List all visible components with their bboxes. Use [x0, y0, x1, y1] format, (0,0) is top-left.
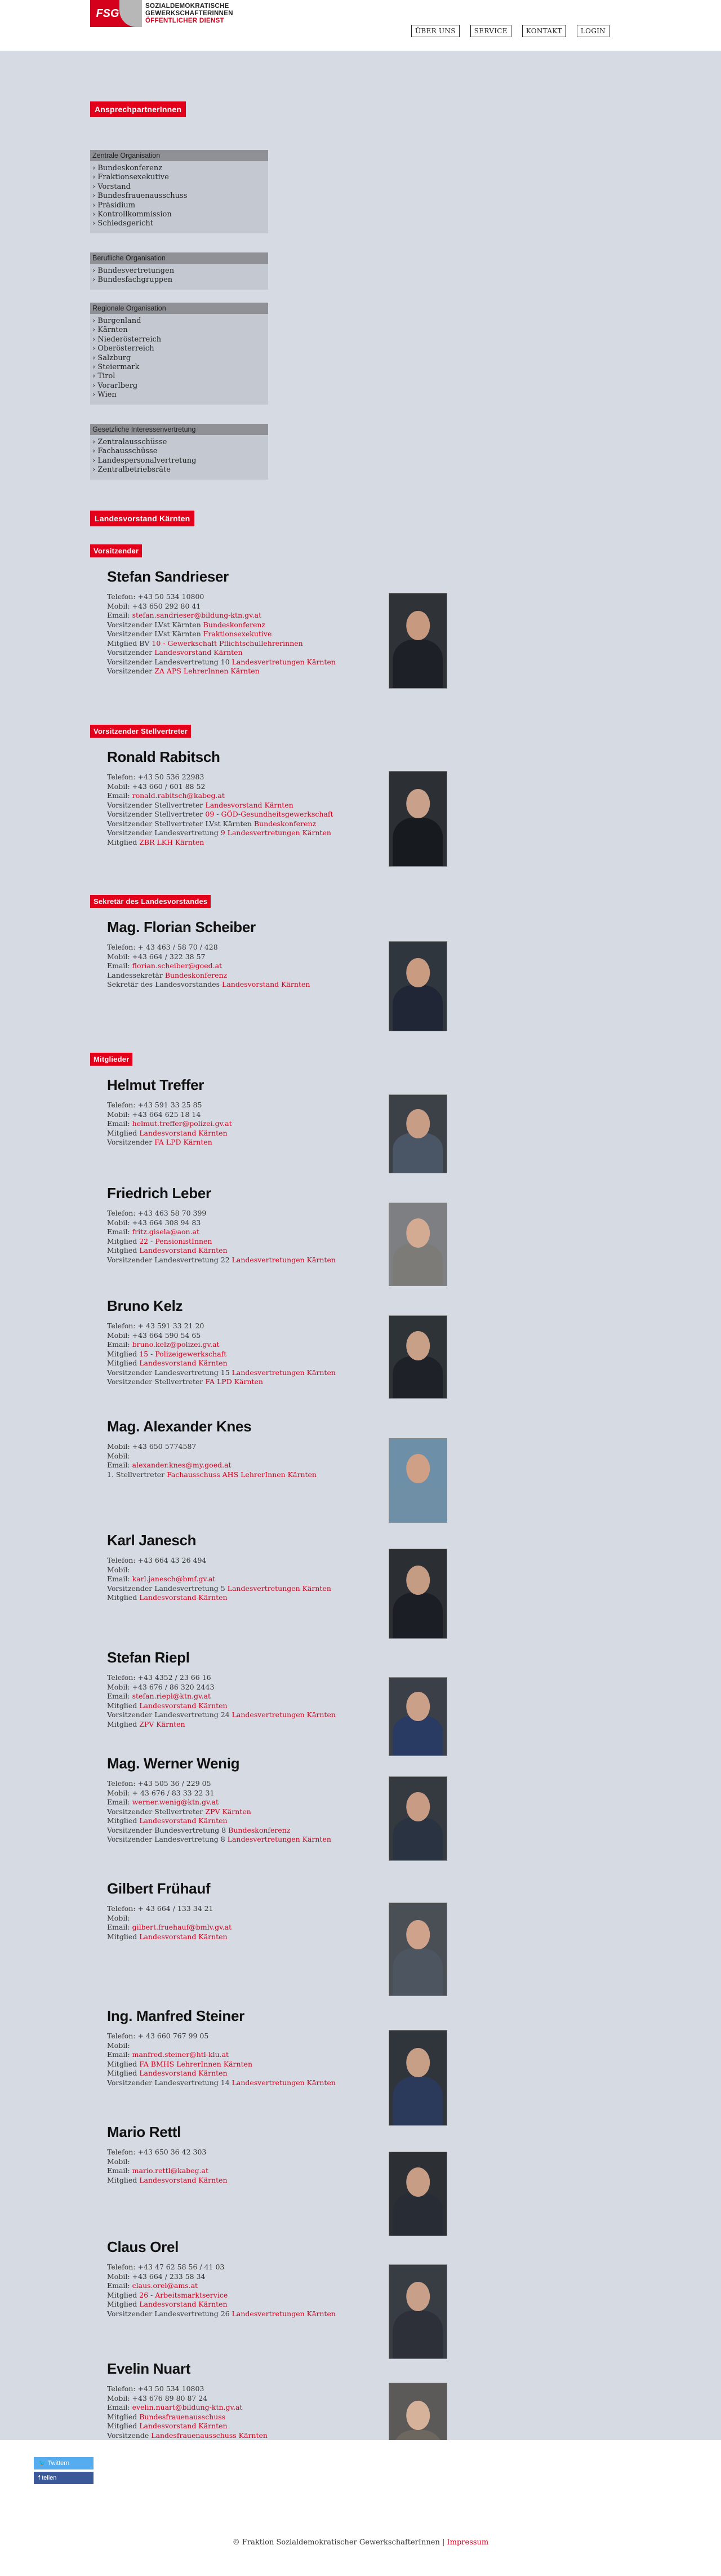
email-link[interactable]: helmut.treffer@polizei.gv.at — [132, 1119, 232, 1128]
email-link[interactable]: karl.janesch@bmf.gv.at — [132, 1575, 216, 1583]
detail-text: Mitglied — [107, 1932, 140, 1941]
email-link[interactable]: gilbert.fruehauf@bmlv.gv.at — [132, 1923, 232, 1931]
photo-shoulders — [393, 985, 443, 1031]
detail-text: Mitglied — [107, 1128, 140, 1137]
detail-text: Vorsitzender Landesvertretung — [107, 828, 221, 837]
logo-line-1: SOZIALDEMOKRATISCHE — [145, 2, 229, 10]
organisation-link[interactable]: Bundeskonferenz — [228, 1825, 291, 1834]
organisation-link[interactable]: › Vorstand — [92, 183, 266, 192]
organisation-link[interactable]: › Wien — [92, 391, 266, 400]
detail-text: Mobil: — [107, 2157, 130, 2166]
organisation-link[interactable]: Landesvorstand Kärnten — [222, 980, 310, 988]
photo-shoulders — [393, 1817, 443, 1861]
organisation-link[interactable]: ZPV Kärnten — [205, 1807, 251, 1816]
detail-text: Telefon: +43 4352 / 23 66 16 — [107, 1673, 211, 1682]
detail-text: Mitglied — [107, 837, 140, 846]
person-card — [107, 1755, 501, 1845]
nav-login[interactable]: LOGIN — [577, 25, 609, 37]
site-footer — [0, 2440, 721, 2575]
detail-text: Vorsitzender — [107, 648, 155, 657]
email-link[interactable]: werner.wenig@ktn.gv.at — [132, 1798, 219, 1806]
detail-text: Vorsitzender Stellvertreter — [107, 800, 206, 809]
photo-shoulders — [393, 640, 443, 689]
detail-text: Telefon: + 43 591 33 21 20 — [107, 1322, 204, 1330]
detail-text: Vorsitzender LVst Kärnten — [107, 629, 203, 638]
person-name: Gilbert Frühauf — [107, 1880, 211, 1897]
organisation-link[interactable]: ZBR LKH Kärnten — [139, 837, 204, 846]
email-link[interactable]: stefan.riepl@ktn.gv.at — [132, 1692, 211, 1700]
facebook-icon: f — [38, 2475, 42, 2481]
detail-text: Mitglied — [107, 1593, 140, 1602]
photo-head — [406, 611, 430, 640]
email-link[interactable]: florian.scheiber@goed.at — [132, 961, 222, 970]
person-photo — [389, 2030, 447, 2126]
photo-head — [406, 1109, 430, 1138]
detail-text: Mitglied — [107, 1719, 140, 1728]
detail-text: Email: — [107, 1119, 132, 1128]
organisation-link[interactable]: Landesvertretungen Kärnten — [232, 1710, 336, 1719]
detail-text: Mobil: +43 676 / 86 320 2443 — [107, 1682, 215, 1691]
person-card — [107, 2238, 501, 2318]
detail-text: Mobil: +43 650 5774587 — [107, 1442, 197, 1451]
detail-text: Telefon: + 43 664 / 133 34 21 — [107, 1904, 213, 1913]
person-card — [107, 1418, 501, 1479]
organisation-box — [90, 303, 268, 405]
detail-text: Vorsitzender Landesvertretung 10 — [107, 657, 232, 666]
person-photo — [389, 1315, 447, 1399]
sidebar-title: AnsprechpartnerInnen — [90, 101, 186, 117]
person-card — [107, 1076, 501, 1147]
detail-text: Email: — [107, 2050, 132, 2059]
person-card — [107, 748, 501, 847]
organisation-link[interactable]: 15 - Polizeigewerkschaft — [139, 1349, 227, 1358]
organisation-box-list — [90, 264, 268, 290]
organisation-link[interactable]: Landesvorstand Kärnten — [139, 1701, 228, 1710]
organisation-link[interactable]: › Tirol — [92, 372, 266, 381]
detail-text: Telefon: +43 50 534 10800 — [107, 592, 204, 601]
person-card — [107, 1297, 501, 1387]
detail-text: Telefon: +43 47 62 58 56 / 41 03 — [107, 2263, 225, 2271]
detail-text: Mobil: — [107, 1565, 130, 1574]
detail-text: Mobil: +43 664 590 54 65 — [107, 1331, 201, 1340]
photo-head — [406, 2048, 430, 2077]
organisation-link[interactable]: › Zentralausschüsse — [92, 438, 266, 447]
person-name: Mag. Alexander Knes — [107, 1418, 252, 1435]
detail-text: Mitglied — [107, 2175, 140, 2184]
organisation-link[interactable]: › Kärnten — [92, 326, 266, 335]
photo-head — [406, 1331, 430, 1360]
detail-text: Email: — [107, 2166, 132, 2175]
site-header — [0, 0, 721, 51]
person-name: Mag. Werner Wenig — [107, 1755, 240, 1772]
email-link[interactable]: manfred.steiner@htl-klu.at — [132, 2050, 229, 2059]
detail-text: Mobil: — [107, 1451, 130, 1460]
detail-text: Telefon: +43 664 43 26 494 — [107, 1556, 207, 1564]
facebook-share-label: teilen — [42, 2475, 57, 2481]
organisation-link[interactable]: FA LPD Kärnten — [154, 1138, 212, 1146]
organisation-link[interactable]: › Steiermark — [92, 363, 266, 372]
organisation-link[interactable]: Landesvorstand Kärnten — [205, 800, 293, 809]
copyright-separator: | — [439, 2538, 447, 2547]
photo-shoulders — [393, 2311, 443, 2359]
detail-text: Mitglied — [107, 1349, 140, 1358]
organisation-link[interactable]: Landesvertretungen Kärnten — [232, 1255, 336, 1264]
person-name: Ronald Rabitsch — [107, 748, 220, 765]
detail-text: Telefon: + 43 463 / 58 70 / 428 — [107, 943, 218, 951]
photo-shoulders — [393, 1479, 443, 1523]
person-photo — [389, 1549, 447, 1639]
subsection-heading: Vorsitzender Stellvertreter — [90, 725, 191, 738]
detail-text: Vorsitzender Landesvertretung 22 — [107, 1255, 232, 1264]
detail-text: Mitglied — [107, 2422, 140, 2430]
person-name: Ing. Manfred Steiner — [107, 2007, 244, 2024]
organisation-link[interactable]: › Fachausschüsse — [92, 447, 266, 456]
detail-text: Email: — [107, 611, 132, 619]
photo-shoulders — [393, 2193, 443, 2236]
detail-text: Telefon: + 43 660 767 99 05 — [107, 2032, 209, 2040]
organisation-link[interactable]: › Landespersonalvertretung — [92, 456, 266, 465]
organisation-link[interactable]: ZPV Kärnten — [139, 1719, 185, 1728]
copyright-text: © Fraktion Sozialdemokratischer GewerkschafterInnen — [232, 2538, 440, 2547]
person-name: Helmut Treffer — [107, 1076, 204, 1093]
organisation-link[interactable]: Landesvorstand Kärnten — [139, 1932, 228, 1941]
logo-text — [145, 3, 233, 25]
organisation-link[interactable]: Fachausschuss AHS LehrerInnen Kärnten — [167, 1470, 317, 1479]
photo-shoulders — [393, 1356, 443, 1399]
organisation-link[interactable]: Bundeskonferenz — [164, 970, 228, 979]
detail-text: Email: — [107, 1692, 132, 1700]
organisation-link[interactable]: › Burgenland — [92, 317, 266, 326]
person-photo — [389, 1094, 447, 1173]
person-card — [107, 2123, 501, 2185]
person-photo — [389, 2264, 447, 2359]
detail-text: Vorsitzender Stellvertreter LVst Kärnten — [107, 819, 254, 828]
email-link[interactable]: evelin.nuart@bildung-ktn.gv.at — [132, 2403, 243, 2411]
organisation-link[interactable]: FA BMHS LehrerInnen Kärnten — [139, 2059, 253, 2068]
photo-head — [406, 1218, 430, 1248]
detail-text: Vorsitzender — [107, 667, 155, 675]
subsection-heading-wrap — [90, 895, 211, 908]
organisation-link[interactable]: Landesvertretungen Kärnten — [232, 2309, 336, 2318]
organisation-link[interactable]: › Niederösterreich — [92, 335, 266, 344]
organisation-link[interactable]: 09 - GÖD-Gesundheitsgewerkschaft — [205, 810, 333, 818]
detail-text: Email: — [107, 1798, 132, 1806]
organisation-link[interactable]: Landesvertretungen Kärnten — [227, 1584, 331, 1593]
detail-text: Mitglied BV — [107, 639, 152, 648]
email-link[interactable]: claus.orel@ams.at — [132, 2281, 198, 2290]
organisation-box-list — [90, 435, 268, 480]
organisation-link[interactable]: › Vorarlberg — [92, 382, 266, 391]
organisation-link[interactable]: › Fraktionsexekutive — [92, 173, 266, 182]
person-name: Mario Rettl — [107, 2123, 181, 2140]
organisation-box-list — [90, 161, 268, 233]
detail-text: Mitglied — [107, 1701, 140, 1710]
detail-text: Mobil: — [107, 1913, 130, 1922]
email-link[interactable]: alexander.knes@my.goed.at — [132, 1461, 232, 1469]
detail-text: Mobil: +43 664 / 233 58 34 — [107, 2272, 206, 2281]
detail-text: Mobil: +43 664 308 94 83 — [107, 1218, 201, 1227]
organisation-link[interactable]: Bundeskonferenz — [253, 819, 317, 828]
organisation-link[interactable]: ZA APS LehrerInnen Kärnten — [154, 667, 260, 675]
photo-head — [406, 2167, 430, 2197]
organisation-link[interactable]: Landesvorstand Kärnten — [139, 2069, 228, 2077]
organisation-link[interactable]: › Oberösterreich — [92, 344, 266, 353]
detail-text: Email: — [107, 2281, 132, 2290]
photo-head — [406, 1792, 430, 1821]
detail-text: Mobil: + 43 676 / 83 33 22 31 — [107, 1788, 215, 1797]
person-name: Mag. Florian Scheiber — [107, 919, 256, 935]
photo-head — [406, 2401, 430, 2430]
detail-text: Email: — [107, 1227, 132, 1236]
nav-service[interactable]: SERVICE — [470, 25, 511, 37]
detail-text: Vorsitzender Stellvertreter — [107, 1377, 206, 1386]
organisation-link[interactable]: › Bundesvertretungen — [92, 267, 266, 276]
person-card — [107, 1649, 501, 1729]
organisation-link[interactable]: › Kontrollkommission — [92, 210, 266, 219]
detail-text: Email: — [107, 791, 132, 800]
site-logo[interactable] — [90, 0, 259, 27]
nav-ueber-uns[interactable]: ÜBER UNS — [411, 25, 460, 37]
photo-head — [406, 1566, 430, 1595]
detail-text: Telefon: +43 50 536 22983 — [107, 773, 204, 781]
email-link[interactable]: stefan.sandrieser@bildung-ktn.gv.at — [132, 611, 262, 619]
organisation-link[interactable]: Landesvorstand Kärnten — [139, 1246, 228, 1254]
fsg-logo-mark — [90, 0, 142, 27]
organisation-link[interactable]: › Salzburg — [92, 354, 266, 363]
photo-head — [406, 958, 430, 987]
organisation-link[interactable]: Bundesfrauenausschuss — [139, 2412, 226, 2421]
person-name: Claus Orel — [107, 2238, 179, 2255]
detail-text: Vorsitzender Landesvertretung 14 — [107, 2078, 232, 2087]
person-photo — [389, 771, 447, 867]
detail-text: Vorsitzender Landesvertretung 15 — [107, 1368, 232, 1377]
organisation-link[interactable]: 26 - Arbeitsmarktservice — [139, 2290, 228, 2299]
detail-text: Mitglied — [107, 1236, 140, 1245]
organisation-box-title: Gesetzliche Interessenvertretung — [90, 424, 268, 435]
person-photo — [389, 1776, 447, 1861]
organisation-link[interactable]: › Bundeskonferenz — [92, 164, 266, 173]
email-link[interactable]: mario.rettl@kabeg.at — [132, 2166, 208, 2175]
person-name: Friedrich Leber — [107, 1185, 211, 1201]
organisation-link[interactable]: Landesvorstand Kärnten — [139, 2175, 228, 2184]
detail-text: Mobil: +43 650 292 80 41 — [107, 601, 201, 610]
organisation-link[interactable]: Landesvertretungen Kärnten — [232, 1368, 336, 1377]
organisation-link[interactable]: › Schiedsgericht — [92, 219, 266, 228]
detail-text: Vorsitzender Landesvertretung 24 — [107, 1710, 232, 1719]
copyright — [0, 2538, 721, 2547]
subsection-heading: Vorsitzender — [90, 544, 142, 557]
organisation-box-list — [90, 314, 268, 405]
person-photo — [389, 2152, 447, 2236]
detail-text: Email: — [107, 2403, 132, 2411]
detail-text: Email: — [107, 1923, 132, 1931]
subsection-heading-wrap — [90, 544, 142, 557]
person-photo — [389, 1438, 447, 1523]
person-photo — [389, 941, 447, 1031]
detail-text: Mitglied — [107, 1816, 140, 1825]
detail-text: Mitglied — [107, 1359, 140, 1367]
person-card — [107, 568, 501, 676]
twitter-share-button[interactable] — [34, 2457, 94, 2469]
detail-text: Telefon: +43 505 36 / 229 05 — [107, 1779, 211, 1788]
facebook-share-button[interactable] — [34, 2472, 94, 2484]
photo-shoulders — [393, 818, 443, 867]
organisation-link[interactable]: Landesvorstand Kärnten — [139, 2422, 228, 2430]
detail-text: Mitglied — [107, 2069, 140, 2077]
detail-text: Mitglied — [107, 2290, 140, 2299]
photo-shoulders — [393, 1948, 443, 1996]
detail-text: Vorsitzender LVst Kärnten — [107, 620, 203, 629]
organisation-box-title: Zentrale Organisation — [90, 150, 268, 161]
detail-text: Vorsitzende — [107, 2431, 152, 2440]
detail-text: Vorsitzender Stellvertreter — [107, 1807, 206, 1816]
detail-text: Telefon: +43 650 36 42 303 — [107, 2148, 207, 2156]
person-card — [107, 1185, 501, 1265]
detail-text: Vorsitzender Landesvertretung 8 — [107, 1835, 228, 1843]
photo-head — [406, 789, 430, 818]
photo-head — [406, 1692, 430, 1721]
organisation-box-title: Berufliche Organisation — [90, 252, 268, 264]
organisation-box-title: Regionale Organisation — [90, 303, 268, 314]
detail-text: Mobil: +43 664 625 18 14 — [107, 1110, 201, 1119]
detail-text: Vorsitzender Landesvertretung 5 — [107, 1584, 228, 1593]
person-card — [107, 1532, 501, 1603]
detail-text: Email: — [107, 961, 132, 970]
detail-text: Telefon: +43 463 58 70 399 — [107, 1209, 207, 1217]
detail-text: Mitglied — [107, 2300, 140, 2308]
detail-text: Landessekretär — [107, 970, 165, 979]
organisation-link[interactable]: Landesvorstand Kärnten — [139, 2300, 228, 2308]
organisation-link[interactable]: 22 - PensionistInnen — [139, 1236, 212, 1245]
detail-text: Telefon: +43 50 534 10803 — [107, 2384, 204, 2393]
organisation-link[interactable]: Landesvorstand Kärnten — [139, 1128, 228, 1137]
logo-line-3: ÖFFENTLICHER DIENST — [145, 17, 224, 24]
organisation-link[interactable]: Landesvertretungen Kärnten — [227, 1835, 331, 1843]
photo-head — [406, 1920, 430, 1949]
person-card — [107, 919, 501, 990]
detail-text: Mobil: +43 676 89 80 87 24 — [107, 2393, 208, 2402]
person-name: Karl Janesch — [107, 1532, 197, 1549]
person-name: Stefan Riepl — [107, 1649, 190, 1666]
organisation-link[interactable]: Landesvertretungen Kärnten — [232, 2078, 336, 2087]
organisation-link[interactable]: › Bundesfachgruppen — [92, 276, 266, 285]
detail-text: Email: — [107, 1461, 132, 1469]
organisation-link[interactable]: Landesvorstand Kärnten — [154, 648, 243, 657]
organisation-link[interactable]: Fraktionsexekutive — [203, 629, 272, 638]
organisation-link[interactable]: 10 - Gewerkschaft Pflichtschullehrerinnen — [152, 639, 303, 648]
subsection-heading: Mitglieder — [90, 1053, 132, 1066]
detail-text: Mobil: +43 664 / 322 38 57 — [107, 952, 206, 961]
detail-text: Mobil: +43 660 / 601 88 52 — [107, 782, 206, 791]
email-link[interactable]: fritz.gisela@aon.at — [132, 1227, 200, 1236]
person-photo — [389, 1203, 447, 1286]
detail-text: Mitglied — [107, 1246, 140, 1254]
detail-text: Telefon: +43 591 33 25 85 — [107, 1101, 202, 1109]
person-name: Bruno Kelz — [107, 1297, 183, 1314]
organisation-link[interactable]: 9 Landesvertretungen Kärnten — [220, 828, 331, 837]
person-name: Stefan Sandrieser — [107, 568, 229, 585]
detail-text: Vorsitzender Bundesvertretung 8 — [107, 1825, 229, 1834]
photo-shoulders — [393, 1133, 443, 1173]
main-content-area — [0, 51, 721, 2440]
detail-text: Mobil: — [107, 2041, 130, 2050]
twitter-share-label: Twittern — [47, 2460, 70, 2467]
subsection-heading-wrap — [90, 1053, 132, 1066]
organisation-box — [90, 150, 268, 233]
detail-text: Vorsitzender — [107, 1138, 155, 1146]
detail-text: Sekretär des Landesvorstandes — [107, 980, 222, 988]
organisation-link[interactable]: Landesvertretungen Kärnten — [232, 657, 336, 666]
detail-text: Vorsitzender Stellvertreter — [107, 810, 206, 818]
organisation-link[interactable]: Landesfrauenausschuss Kärnten — [151, 2431, 268, 2440]
detail-text: Vorsitzender Landesvertretung 26 — [107, 2309, 232, 2318]
nav-kontakt[interactable]: KONTAKT — [522, 25, 566, 37]
detail-text: Email: — [107, 1340, 132, 1349]
photo-head — [406, 2282, 430, 2311]
person-card — [107, 2360, 501, 2450]
email-link[interactable]: bruno.kelz@polizei.gv.at — [132, 1340, 220, 1349]
organisation-link[interactable]: › Präsidium — [92, 201, 266, 210]
subsection-heading-wrap — [90, 725, 191, 738]
person-photo — [389, 1903, 447, 1996]
email-link[interactable]: ronald.rabitsch@kabeg.at — [132, 791, 225, 800]
person-card — [107, 1880, 501, 1941]
detail-text: 1. Stellvertreter — [107, 1470, 167, 1479]
twitter-icon: 🐦 — [38, 2460, 48, 2467]
organisation-link[interactable]: › Bundesfrauenausschuss — [92, 192, 266, 201]
organisation-link[interactable]: Landesvorstand Kärnten — [139, 1816, 228, 1825]
logo-line-2: GEWERKSCHAFTERINNEN — [145, 10, 233, 17]
photo-shoulders — [393, 1593, 443, 1639]
photo-shoulders — [393, 2077, 443, 2126]
organisation-link[interactable]: Landesvorstand Kärnten — [139, 1359, 228, 1367]
organisation-link[interactable]: › Zentralbetriebsräte — [92, 465, 266, 475]
detail-text: Mitglied — [107, 2412, 140, 2421]
photo-head — [406, 1454, 430, 1483]
person-photo — [389, 1677, 447, 1756]
detail-text: Email: — [107, 1575, 132, 1583]
photo-shoulders — [393, 1715, 443, 1756]
organisation-link[interactable]: Bundeskonferenz — [203, 620, 266, 629]
section-title: Landesvorstand Kärnten — [90, 511, 194, 526]
person-name: Evelin Nuart — [107, 2360, 191, 2377]
logo-wave-shape — [119, 0, 142, 27]
person-card — [107, 2007, 501, 2087]
logo-mark-text: FSG — [96, 7, 119, 20]
impressum-link[interactable]: Impressum — [447, 2538, 489, 2547]
organisation-box — [90, 252, 268, 290]
organisation-box — [90, 424, 268, 480]
organisation-link[interactable]: FA LPD Kärnten — [205, 1377, 263, 1386]
person-photo — [389, 593, 447, 689]
main-nav — [411, 25, 609, 37]
organisation-link[interactable]: Landesvorstand Kärnten — [139, 1593, 228, 1602]
photo-shoulders — [393, 1243, 443, 1286]
detail-text: Mitglied — [107, 2059, 140, 2068]
subsection-heading: Sekretär des Landesvorstandes — [90, 895, 211, 908]
